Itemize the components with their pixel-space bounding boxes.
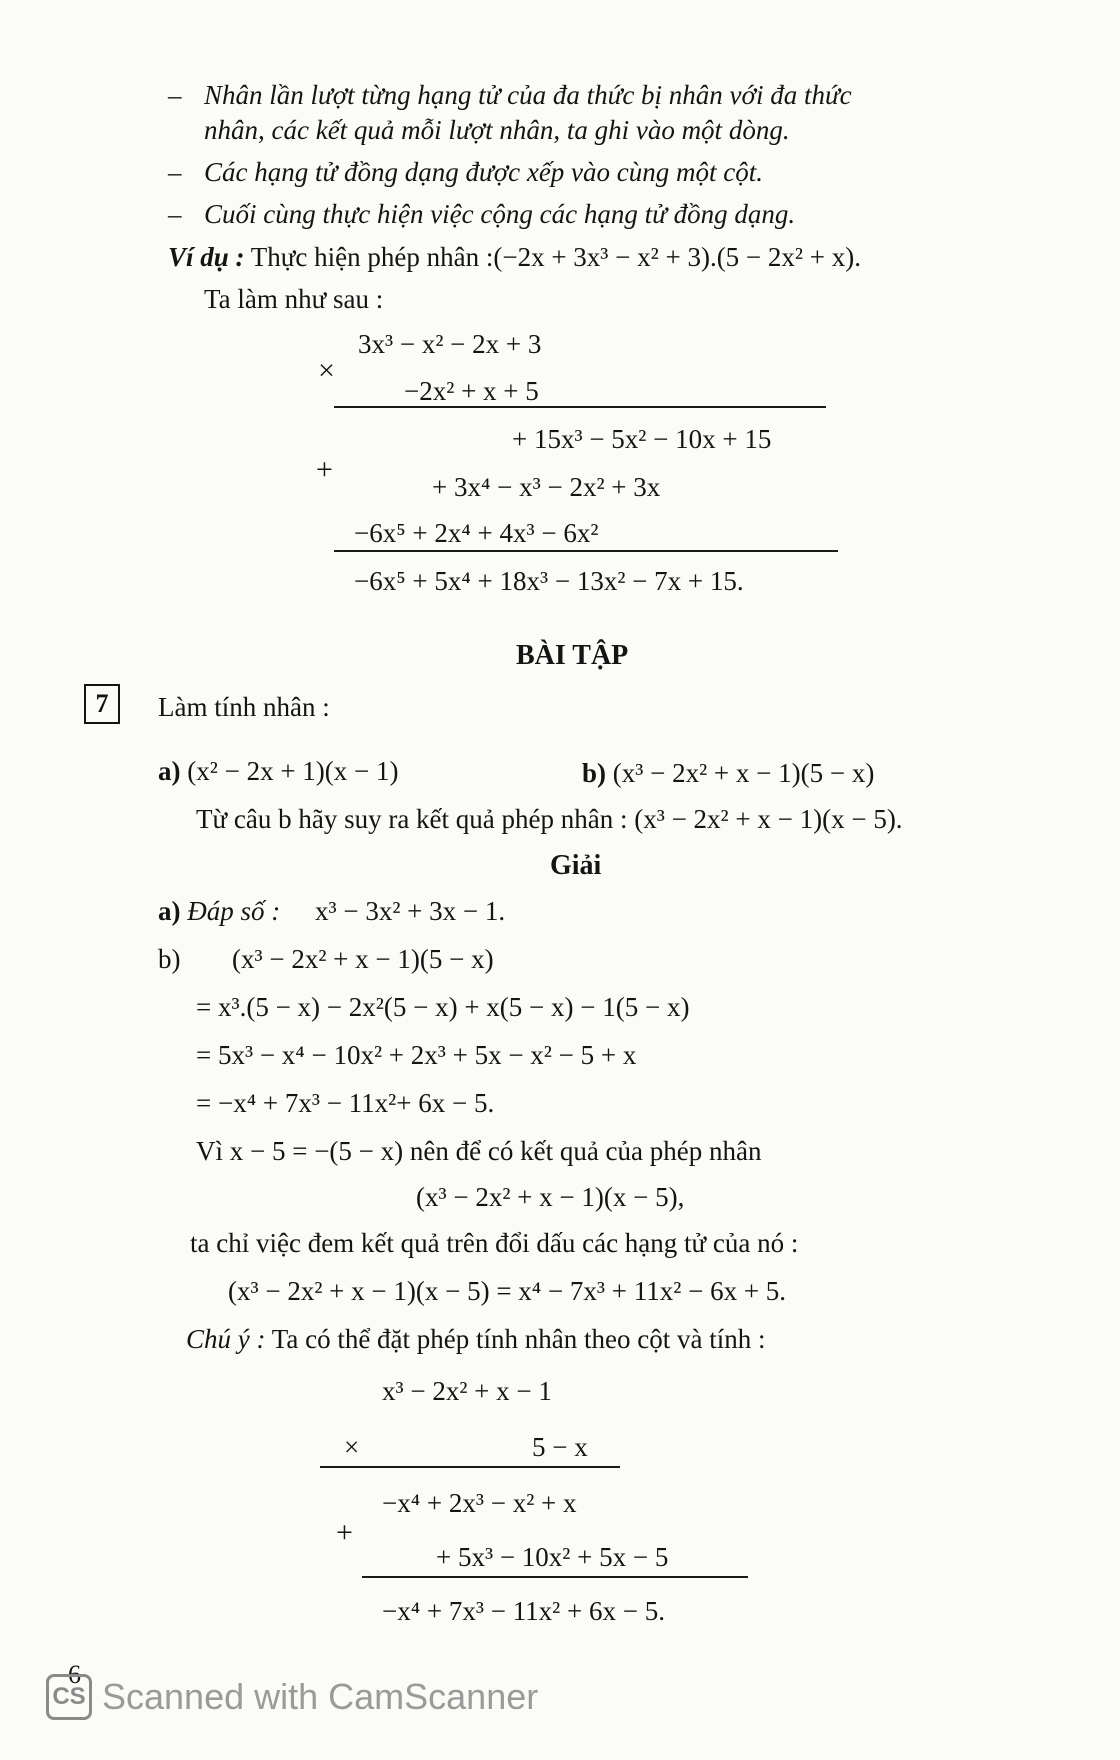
bullet-3: – Cuối cùng thực hiện việc cộng các hạng tử đồng dạng. <box>168 199 796 229</box>
example-result: −6x⁵ + 5x⁴ + 18x³ − 13x² − 7x + 15. <box>354 566 744 596</box>
solution-ta-line: ta chỉ việc đem kết quả trên đổi dấu các hạng tử của nó : <box>190 1228 799 1258</box>
solution-b-line-3: = −x⁴ + 7x³ − 11x²+ 6x − 5. <box>196 1088 495 1118</box>
times-sign: × <box>318 354 335 387</box>
example-partial-3: −6x⁵ + 2x⁴ + 4x³ − 6x² <box>354 518 599 548</box>
example-rule-1 <box>334 406 826 408</box>
column-result: −x⁴ + 7x³ − 11x² + 6x − 5. <box>382 1596 665 1626</box>
example-intro: Ta làm như sau : <box>204 284 384 314</box>
example-multiplier: −2x² + x + 5 <box>404 376 539 406</box>
solution-b-label: b) <box>158 944 181 974</box>
column-rule-1 <box>320 1466 620 1468</box>
column-multiplier: 5 − x <box>532 1432 588 1462</box>
camscanner-logo-icon: CS <box>46 1674 92 1720</box>
page-number: 6 <box>68 1660 81 1689</box>
camscanner-watermark <box>46 1672 538 1722</box>
bullet-2: – Các hạng tử đồng dạng được xếp vào cùng một cột. <box>168 157 764 187</box>
bullet-1-line-2: nhân, các kết quả mỗi lượt nhân, ta ghi vào một dòng. <box>204 115 790 145</box>
camscanner-text: Scanned with CamScanner <box>102 1676 539 1717</box>
exercise-part-b: b) (x³ − 2x² + x − 1)(5 − x) <box>582 758 875 788</box>
column-partial-2: + 5x³ − 10x² + 5x − 5 <box>436 1542 669 1572</box>
exercise-part-a: a) (x² − 2x + 1)(x − 1) <box>158 756 399 786</box>
example-line <box>168 240 861 274</box>
example-multiplicand: 3x³ − x² − 2x + 3 <box>358 329 542 359</box>
solution-final: (x³ − 2x² + x − 1)(x − 5) = x⁴ − 7x³ + 11x² − 6x + 5. <box>228 1276 787 1306</box>
solution-vi-expression: (x³ − 2x² + x − 1)(x − 5), <box>416 1182 685 1212</box>
exercise-derive: Từ câu b hãy suy ra kết quả phép nhân : (x³ − 2x² + x − 1)(x − 5). <box>196 804 903 834</box>
plus-sign: + <box>316 453 333 486</box>
solution-b-line-2: = 5x³ − x⁴ − 10x² + 2x³ + 5x − x² − 5 + x <box>196 1040 637 1070</box>
exercise-title: Làm tính nhân : <box>158 692 330 722</box>
column-multiplicand: x³ − 2x² + x − 1 <box>382 1376 552 1406</box>
solution-b-line-1: = x³.(5 − x) − 2x²(5 − x) + x(5 − x) − 1(5 − x) <box>196 992 690 1022</box>
example-partial-2: + 3x⁴ − x³ − 2x² + 3x <box>432 472 661 502</box>
solution-note: Chú ý : Ta có thể đặt phép tính nhân theo cột và tính : <box>186 1324 766 1354</box>
column-plus-sign: + <box>336 1516 353 1549</box>
example-rule-2 <box>334 550 838 552</box>
bullet-1-line-1: – Nhân lần lượt từng hạng tử của đa thức bị nhân với đa thức <box>168 80 852 110</box>
solution-a: a) Đáp số : x³ − 3x² + 3x − 1. <box>158 896 506 926</box>
example-label: Ví dụ : <box>168 242 245 272</box>
solution-b-line-0: (x³ − 2x² + x − 1)(5 − x) <box>232 944 494 974</box>
example-text: Thực hiện phép nhân :(−2x + 3x³ − x² + 3).(5 − 2x² + x). <box>250 242 861 272</box>
example-partial-1: + 15x³ − 5x² − 10x + 15 <box>512 424 772 454</box>
column-rule-2 <box>362 1576 748 1578</box>
column-partial-1: −x⁴ + 2x³ − x² + x <box>382 1488 577 1518</box>
solution-heading: Giải <box>550 850 602 881</box>
section-title: BÀI TẬP <box>516 640 629 671</box>
exercise-number-box: 7 <box>84 684 120 724</box>
column-times-sign: × <box>344 1432 360 1462</box>
solution-vi-line: Vì x − 5 = −(5 − x) nên để có kết quả của phép nhân <box>196 1136 762 1166</box>
